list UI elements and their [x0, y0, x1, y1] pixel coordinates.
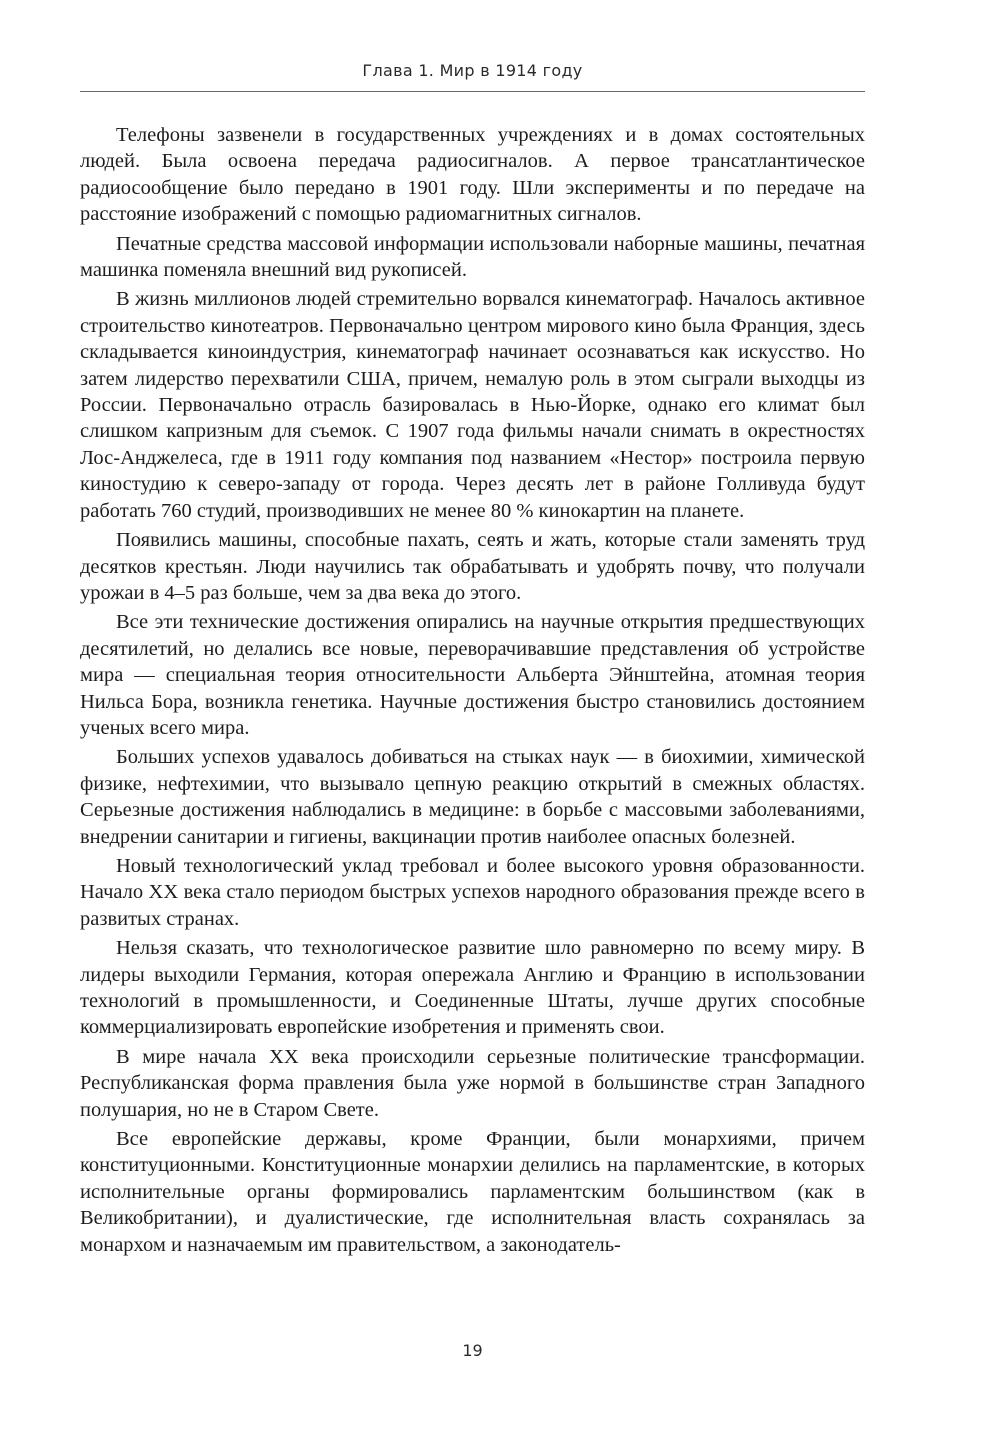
paragraph: Все эти технические достижения опирались на научные открытия предшествующих десятилетий, но делались все новые, переворачивавшие представления об устройстве мира — специальная теория относительности Альберта Эйнштейна, атомная теория Нильса Бора, возникла генетика. Научные достижения быстро становились достоянием ученых всего мира.: [80, 611, 865, 739]
paragraph: Появились машины, способные пахать, сеять и жать, которые стали заменять труд десятков крестьян. Люди научились так обрабатывать и удобрять почву, что получали урожаи в 4–5 раз больше, чем за два века до этого.: [80, 529, 865, 604]
paragraph: В жизнь миллионов людей стремительно ворвался кинематограф. Началось активное строительство кинотеатров. Первоначально центром мирового кино была Франция, здесь складывается киноиндустрия, кинематограф начинает осознаваться как искусство. Но затем лидерство перехватили США, причем, немалую роль в этом сыграли выходцы из России. Первоначально отрасль базировалась в Нью-Йорке, однако его климат был слишком капризным для съемок. С 1907 года фильмы начали снимать в окрестностях Лос-Анджелеса, где в 1911 году компания под названием «Нестор» построила первую киностудию к северо-западу от города. Через десять лет в районе Голливуда будут работать 760 студий, производивших не менее 80 % кинокартин на планете.: [80, 288, 865, 522]
paragraph: Все европейские державы, кроме Франции, были монархиями, причем конституционными. Конституционные монархии делились на парламентские, в которых исполнительные органы формировались парламентским большинством (как в Великобритании), и дуалистические, где исполнительная власть сохранялась за монархом и назначаемым им правительством, а законодатель-: [80, 1128, 865, 1256]
paragraph: Печатные средства массовой информации использовали наборные машины, печатная машинка поменяла внешний вид рукописей.: [80, 232, 865, 282]
paragraph: Нельзя сказать, что технологическое развитие шло равномерно по всему миру. В лидеры выходили Германия, которая опережала Англию и Францию в использовании технологий в промышленности, и Соединенные Штаты, лучше других способные коммерциализировать европейские изобретения и применять свои.: [80, 937, 865, 1039]
header-divider: [80, 91, 865, 92]
paragraph: В мире начала XX века происходили серьезные политические трансформации. Республиканская форма правления была уже нормой в большинстве стран Западного полушария, но не в Старом Свете.: [80, 1045, 865, 1121]
paragraph: Телефоны зазвенели в государственных учреждениях и в домах состоятельных людей. Была освоена передача радиосигналов. А первое трансатлантическое радиосообщение было передано в 1901 году. Шли эксперименты и по передаче на расстояние изображений с помощью радиомагнитных сигналов.: [80, 124, 865, 226]
running-head: Глава 1. Мир в 1914 году: [362, 61, 583, 80]
paragraph: Новый технологический уклад требовал и более высокого уровня образованности. Начало XX века стало периодом быстрых успехов народного образования прежде всего в развитых странах.: [80, 854, 865, 930]
page-number: 19: [462, 1341, 483, 1360]
main-text: [80, 122, 865, 1261]
paragraph: Больших успехов удавалось добиваться на стыках наук — в биохимии, химической физике, нефтехимии, что вызывало цепную реакцию открытий в смежных областях. Серьезные достижения наблюдались в медицине: в борьбе с массовыми заболеваниями, внедрении санитарии и гигиены, вакцинации против наиболее опасных болезней.: [80, 746, 865, 848]
